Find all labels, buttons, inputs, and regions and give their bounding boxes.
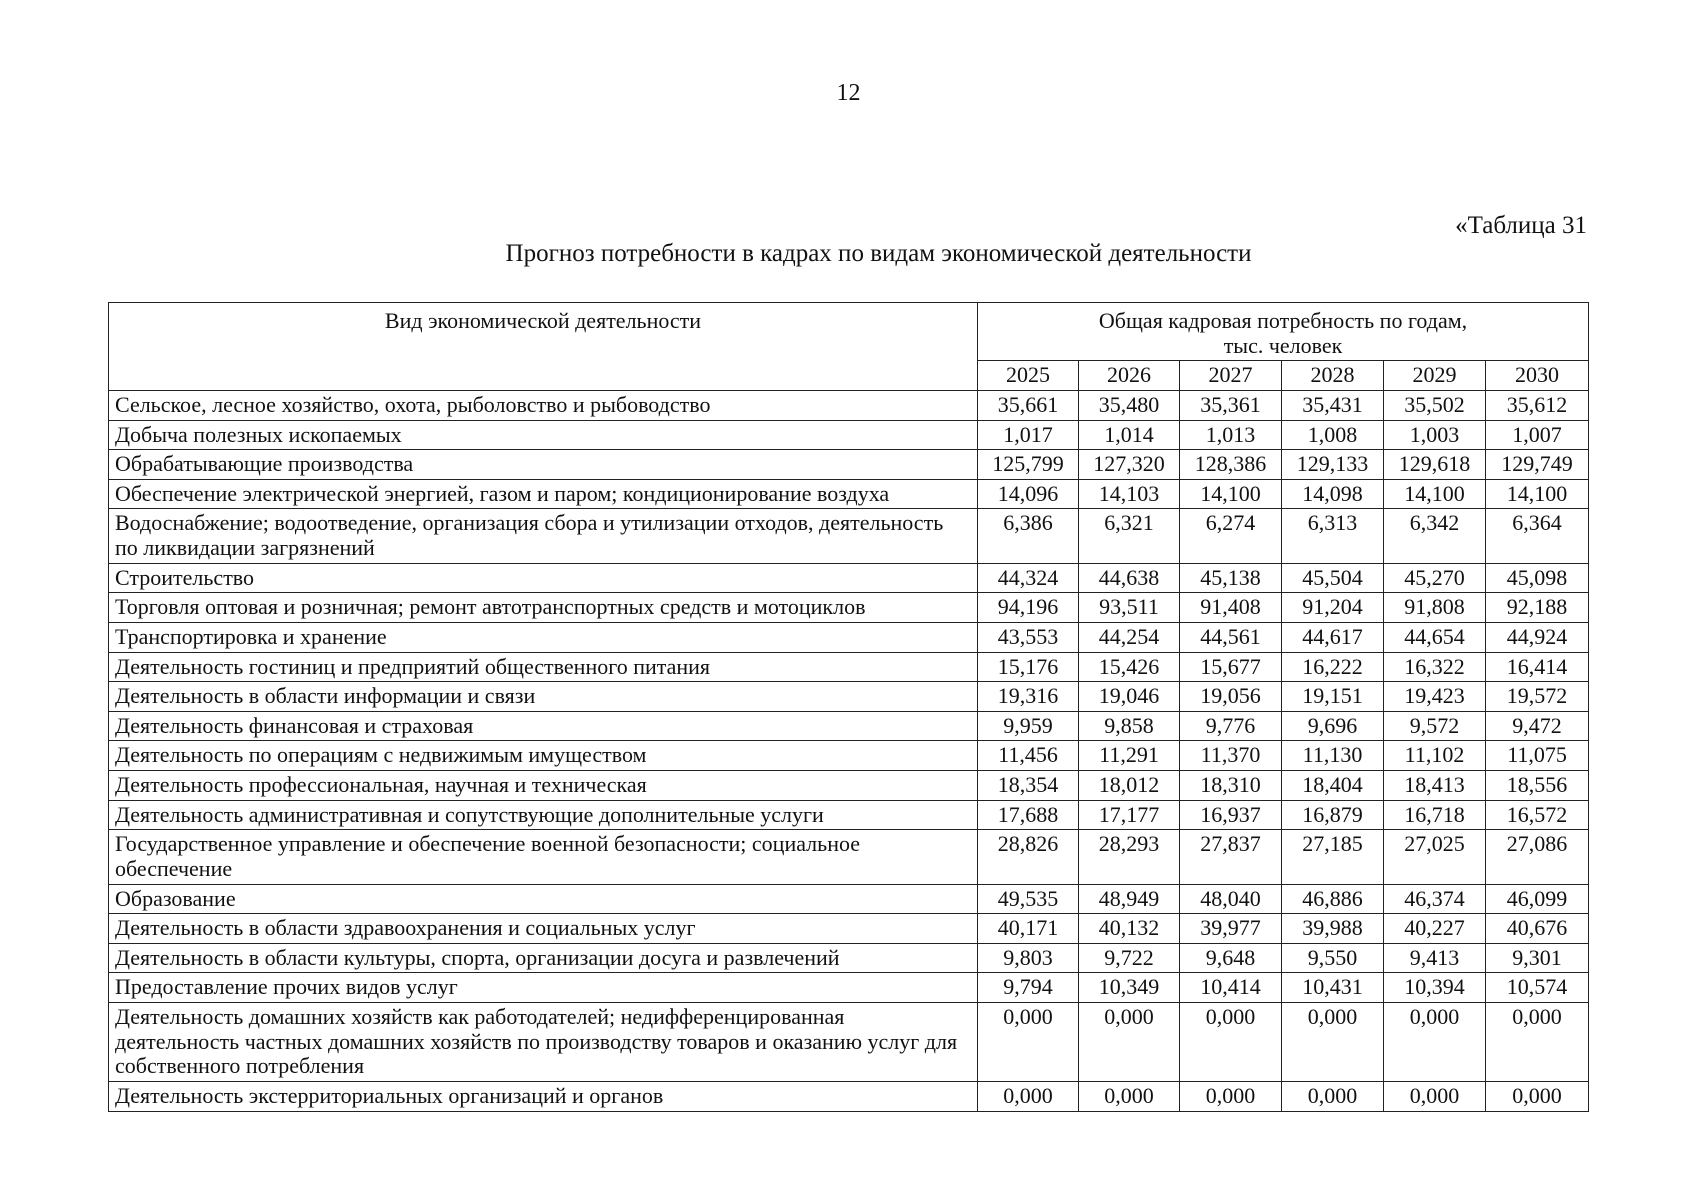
activity-name-cell: Обеспечение электрической энергией, газом и паром; кондиционирование воздуха [109,479,978,509]
value-cell: 16,572 [1486,800,1589,830]
value-cell: 1,007 [1486,420,1589,450]
value-cell: 45,270 [1384,563,1486,593]
value-cell: 44,254 [1079,622,1180,652]
table-row [109,420,1589,450]
value-cell: 18,012 [1079,771,1180,801]
value-cell: 0,000 [978,1081,1079,1111]
value-cell: 44,638 [1079,563,1180,593]
value-cell: 1,008 [1282,420,1384,450]
value-cell: 19,046 [1079,682,1180,712]
activity-name-cell: Образование [109,884,978,914]
value-cell: 0,000 [1384,1003,1486,1082]
table-row [109,741,1589,771]
value-cell: 19,151 [1282,682,1384,712]
activity-name-cell: Деятельность в области здравоохранения и социальных услуг [109,914,978,944]
activity-name-cell: Транспортировка и хранение [109,622,978,652]
activity-name-cell: Добыча полезных ископаемых [109,420,978,450]
value-cell: 45,138 [1180,563,1282,593]
page-number: 12 [836,80,861,106]
value-cell: 49,535 [978,884,1079,914]
value-cell: 46,886 [1282,884,1384,914]
activity-name-cell: Деятельность административная и сопутствующие дополнительные услуги [109,800,978,830]
value-cell: 6,274 [1180,509,1282,563]
value-cell: 44,924 [1486,622,1589,652]
year-header: 2030 [1486,361,1589,391]
value-cell: 40,171 [978,914,1079,944]
value-cell: 35,612 [1486,390,1589,420]
value-cell: 27,025 [1384,830,1486,884]
value-cell: 0,000 [1486,1081,1589,1111]
table-row [109,450,1589,480]
table-row [109,509,1589,563]
table-row [109,1081,1589,1111]
value-cell: 0,000 [1282,1003,1384,1082]
table-body [109,390,1589,1111]
activity-name-cell: Сельское, лесное хозяйство, охота, рыболовство и рыбоводство [109,390,978,420]
table-row [109,830,1589,884]
value-cell: 9,803 [978,943,1079,973]
value-cell: 27,185 [1282,830,1384,884]
value-cell: 11,370 [1180,741,1282,771]
activity-name-cell: Деятельность экстерриториальных организаций и органов [109,1081,978,1111]
year-header: 2026 [1079,361,1180,391]
value-cell: 9,722 [1079,943,1180,973]
value-cell: 18,310 [1180,771,1282,801]
table-row [109,652,1589,682]
value-cell: 127,320 [1079,450,1180,480]
value-cell: 18,556 [1486,771,1589,801]
value-cell: 9,648 [1180,943,1282,973]
value-cell: 91,808 [1384,593,1486,623]
value-cell: 9,959 [978,711,1079,741]
value-cell: 92,188 [1486,593,1589,623]
value-cell: 39,977 [1180,914,1282,944]
value-cell: 35,480 [1079,390,1180,420]
table-row [109,563,1589,593]
value-cell: 19,056 [1180,682,1282,712]
value-cell: 16,718 [1384,800,1486,830]
activity-name-cell: Деятельность профессиональная, научная и техническая [109,771,978,801]
table-row [109,800,1589,830]
value-cell: 18,413 [1384,771,1486,801]
value-cell: 91,204 [1282,593,1384,623]
value-cell: 9,301 [1486,943,1589,973]
year-header: 2028 [1282,361,1384,391]
value-cell: 17,177 [1079,800,1180,830]
table-row [109,914,1589,944]
value-cell: 44,561 [1180,622,1282,652]
activity-name-cell: Обрабатывающие производства [109,450,978,480]
value-cell: 9,472 [1486,711,1589,741]
value-cell: 1,014 [1079,420,1180,450]
value-cell: 18,354 [978,771,1079,801]
table-row [109,1003,1589,1082]
value-cell: 0,000 [1180,1081,1282,1111]
value-cell: 9,794 [978,973,1079,1003]
value-cell: 16,322 [1384,652,1486,682]
value-cell: 128,386 [1180,450,1282,480]
table-row [109,943,1589,973]
activity-name-cell: Деятельность финансовая и страховая [109,711,978,741]
value-cell: 9,858 [1079,711,1180,741]
value-cell: 0,000 [1486,1003,1589,1082]
group-header-line-2: тыс. человек [1223,332,1343,358]
table-label: «Таблица 31 [1455,212,1587,239]
value-cell: 0,000 [1180,1003,1282,1082]
value-cell: 0,000 [1079,1003,1180,1082]
value-cell: 17,688 [978,800,1079,830]
value-cell: 10,394 [1384,973,1486,1003]
activity-column-header: Вид экономической деятельности [109,303,978,391]
value-cell: 40,676 [1486,914,1589,944]
value-cell: 14,103 [1079,479,1180,509]
value-cell: 0,000 [1282,1081,1384,1111]
value-cell: 27,086 [1486,830,1589,884]
value-cell: 43,553 [978,622,1079,652]
value-cell: 10,431 [1282,973,1384,1003]
value-cell: 44,617 [1282,622,1384,652]
value-cell: 9,550 [1282,943,1384,973]
value-cell: 14,100 [1486,479,1589,509]
table-row [109,622,1589,652]
value-cell: 6,313 [1282,509,1384,563]
value-cell: 9,696 [1282,711,1384,741]
value-cell: 0,000 [1079,1081,1180,1111]
activity-name-cell: Строительство [109,563,978,593]
activity-name-cell: Деятельность в области культуры, спорта, организации досуга и развлечений [109,943,978,973]
value-cell: 129,133 [1282,450,1384,480]
value-cell: 16,879 [1282,800,1384,830]
value-cell: 15,677 [1180,652,1282,682]
value-cell: 6,364 [1486,509,1589,563]
value-cell: 10,574 [1486,973,1589,1003]
header-row [109,303,1589,361]
value-cell: 46,374 [1384,884,1486,914]
value-cell: 19,316 [978,682,1079,712]
value-cell: 14,100 [1180,479,1282,509]
value-cell: 16,414 [1486,652,1589,682]
value-cell: 125,799 [978,450,1079,480]
value-cell: 28,293 [1079,830,1180,884]
value-cell: 19,423 [1384,682,1486,712]
value-cell: 45,098 [1486,563,1589,593]
value-cell: 39,988 [1282,914,1384,944]
value-cell: 46,099 [1486,884,1589,914]
value-cell: 0,000 [978,1003,1079,1082]
value-cell: 11,075 [1486,741,1589,771]
table-row [109,884,1589,914]
value-cell: 48,949 [1079,884,1180,914]
year-header: 2025 [978,361,1079,391]
value-cell: 14,096 [978,479,1079,509]
value-cell: 11,456 [978,741,1079,771]
value-cell: 129,618 [1384,450,1486,480]
year-header: 2029 [1384,361,1486,391]
value-cell: 9,776 [1180,711,1282,741]
value-cell: 14,098 [1282,479,1384,509]
value-cell: 16,937 [1180,800,1282,830]
value-cell: 1,017 [978,420,1079,450]
value-cell: 28,826 [978,830,1079,884]
value-cell: 44,324 [978,563,1079,593]
value-cell: 10,414 [1180,973,1282,1003]
staffing-forecast-table [108,302,1589,1112]
value-cell: 44,654 [1384,622,1486,652]
value-cell: 40,132 [1079,914,1180,944]
value-cell: 10,349 [1079,973,1180,1003]
value-cell: 93,511 [1079,593,1180,623]
value-cell: 19,572 [1486,682,1589,712]
value-cell: 6,342 [1384,509,1486,563]
table-row [109,711,1589,741]
value-cell: 9,413 [1384,943,1486,973]
activity-name-cell: Предоставление прочих видов услуг [109,973,978,1003]
value-cell: 45,504 [1282,563,1384,593]
value-cell: 16,222 [1282,652,1384,682]
value-cell: 27,837 [1180,830,1282,884]
value-cell: 11,291 [1079,741,1180,771]
value-cell: 1,013 [1180,420,1282,450]
value-cell: 48,040 [1180,884,1282,914]
value-cell: 35,661 [978,390,1079,420]
value-cell: 11,102 [1384,741,1486,771]
value-cell: 9,572 [1384,711,1486,741]
value-cell: 6,386 [978,509,1079,563]
value-cell: 94,196 [978,593,1079,623]
value-cell: 40,227 [1384,914,1486,944]
table-row [109,973,1589,1003]
value-cell: 15,176 [978,652,1079,682]
value-cell: 11,130 [1282,741,1384,771]
value-cell: 18,404 [1282,771,1384,801]
activity-name-cell: Деятельность по операциям с недвижимым имуществом [109,741,978,771]
activity-name-cell: Деятельность в области информации и связи [109,682,978,712]
value-cell: 91,408 [1180,593,1282,623]
table-row [109,682,1589,712]
value-cell: 6,321 [1079,509,1180,563]
activity-name-cell: Торговля оптовая и розничная; ремонт автотранспортных средств и мотоциклов [109,593,978,623]
activity-name-cell: Государственное управление и обеспечение военной безопасности; социальное обеспечение [109,830,978,884]
value-cell: 15,426 [1079,652,1180,682]
document-title: Прогноз потребности в кадрах по видам экономической деятельности [505,240,1252,267]
activity-name-cell: Деятельность гостиниц и предприятий общественного питания [109,652,978,682]
group-header-line-1: Общая кадровая потребность по годам, [1098,308,1468,333]
activity-name-cell: Водоснабжение; водоотведение, организация сбора и утилизации отходов, деятельность по ликвидации загрязнений [109,509,978,563]
year-header: 2027 [1180,361,1282,391]
value-cell: 14,100 [1384,479,1486,509]
table-row [109,479,1589,509]
value-cell: 35,361 [1180,390,1282,420]
value-cell: 35,431 [1282,390,1384,420]
table-row [109,390,1589,420]
value-cell: 129,749 [1486,450,1589,480]
value-cell: 1,003 [1384,420,1486,450]
value-cell: 35,502 [1384,390,1486,420]
activity-name-cell: Деятельность домашних хозяйств как работодателей; недифференцированная деятельность частных домашних хозяйств по производству товаров и оказанию услуг для собственного потребления [109,1003,978,1082]
table-row [109,771,1589,801]
yearly-demand-group-header [978,303,1589,361]
value-cell: 0,000 [1384,1081,1486,1111]
table-row [109,593,1589,623]
